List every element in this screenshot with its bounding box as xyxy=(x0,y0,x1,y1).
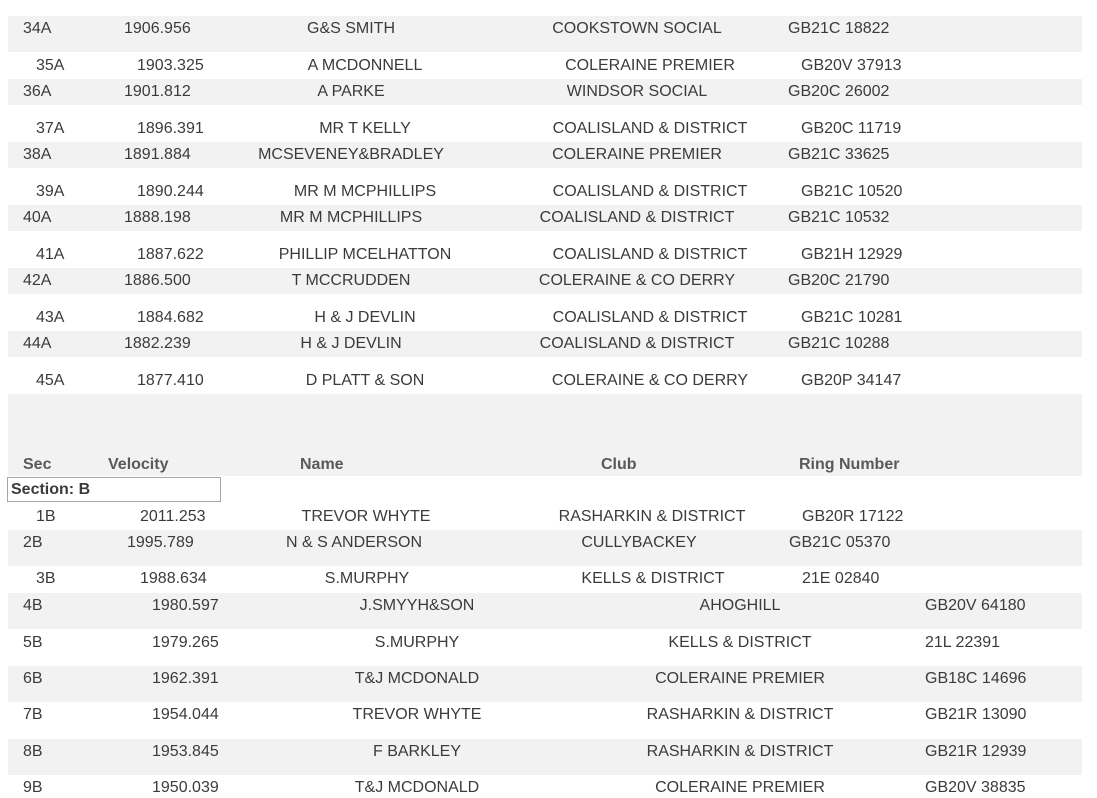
header-club: Club xyxy=(601,456,637,473)
club-cell: COLERAINE PREMIER xyxy=(655,779,825,796)
ring-number-cell: GB20V 38835 xyxy=(925,779,1026,796)
club-cell: COLERAINE & CO DERRY xyxy=(538,272,736,289)
club-cell: COALISLAND & DISTRICT xyxy=(539,335,735,352)
velocity-cell: 1980.597 xyxy=(152,597,219,614)
velocity-cell: 1884.682 xyxy=(137,309,204,326)
velocity-cell: 1886.500 xyxy=(124,272,191,289)
sec-cell: 3B xyxy=(36,570,56,587)
velocity-cell: 1901.812 xyxy=(124,83,191,100)
velocity-cell: 1877.410 xyxy=(137,372,204,389)
sec-cell: 40A xyxy=(23,209,52,226)
ring-number-cell: GB21H 12929 xyxy=(801,246,903,263)
name-cell: T&J MCDONALD xyxy=(354,670,480,687)
club-cell: COALISLAND & DISTRICT xyxy=(552,183,748,200)
ring-number-cell: GB20C 26002 xyxy=(788,83,890,100)
ring-number-cell: GB21R 12939 xyxy=(925,743,1027,760)
ring-number-cell: GB21C 33625 xyxy=(788,146,890,163)
sec-cell: 8B xyxy=(23,743,43,760)
sec-cell: 36A xyxy=(23,83,52,100)
sec-cell: 42A xyxy=(23,272,52,289)
section-label-box xyxy=(7,477,221,502)
ring-number-cell: 21E 02840 xyxy=(802,570,880,587)
club-cell: COALISLAND & DISTRICT xyxy=(552,246,748,263)
sec-cell: 5B xyxy=(23,634,43,651)
sec-cell: 43A xyxy=(36,309,65,326)
club-cell: COLERAINE PREMIER xyxy=(655,670,825,687)
name-cell: A MCDONNELL xyxy=(307,57,423,74)
name-cell: N & S ANDERSON xyxy=(285,534,423,551)
sec-cell: 41A xyxy=(36,246,65,263)
velocity-cell: 1954.044 xyxy=(152,706,219,723)
header-name: Name xyxy=(300,456,344,473)
ring-number-cell: GB20V 37913 xyxy=(801,57,902,74)
velocity-cell: 1890.244 xyxy=(137,183,204,200)
ring-number-cell: GB20V 64180 xyxy=(925,597,1026,614)
velocity-cell: 1979.265 xyxy=(152,634,219,651)
ring-number-cell: GB21C 18822 xyxy=(788,20,890,37)
name-cell: D PLATT & SON xyxy=(305,372,425,389)
name-cell: H & J DEVLIN xyxy=(300,335,402,352)
header-velocity: Velocity xyxy=(108,456,169,473)
velocity-cell: 1888.198 xyxy=(124,209,191,226)
velocity-cell: 1882.239 xyxy=(124,335,191,352)
ring-number-cell: GB20P 34147 xyxy=(801,372,902,389)
sec-cell: 45A xyxy=(36,372,65,389)
velocity-cell: 1903.325 xyxy=(137,57,204,74)
ring-number-cell: GB21C 10288 xyxy=(788,335,890,352)
club-cell: WINDSOR SOCIAL xyxy=(566,83,708,100)
sec-cell: 34A xyxy=(23,20,52,37)
club-cell: COALISLAND & DISTRICT xyxy=(552,120,748,137)
ring-number-cell: GB20R 17122 xyxy=(802,508,904,525)
ring-number-cell: GB21C 10532 xyxy=(788,209,890,226)
club-cell: KELLS & DISTRICT xyxy=(581,570,725,587)
header-sec: Sec xyxy=(23,456,52,473)
club-cell: AHOGHILL xyxy=(699,597,781,614)
velocity-cell: 1891.884 xyxy=(124,146,191,163)
sec-cell: 6B xyxy=(23,670,43,687)
club-cell: COLERAINE & CO DERRY xyxy=(551,372,749,389)
name-cell: J.SMYYH&SON xyxy=(359,597,475,614)
name-cell: TREVOR WHYTE xyxy=(301,508,431,525)
sec-cell: 39A xyxy=(36,183,65,200)
row-band xyxy=(8,394,1082,476)
club-cell: KELLS & DISTRICT xyxy=(668,634,812,651)
name-cell: G&S SMITH xyxy=(306,20,396,37)
sec-cell: 7B xyxy=(23,706,43,723)
name-cell: T MCCRUDDEN xyxy=(291,272,411,289)
sec-cell: 9B xyxy=(23,779,43,796)
sec-cell: 2B xyxy=(23,534,43,551)
ring-number-cell: GB20C 11719 xyxy=(801,120,902,137)
club-cell: COOKSTOWN SOCIAL xyxy=(552,20,722,37)
name-cell: A PARKE xyxy=(317,83,385,100)
sec-cell: 37A xyxy=(36,120,65,137)
club-cell: COALISLAND & DISTRICT xyxy=(552,309,748,326)
velocity-cell: 1995.789 xyxy=(127,534,194,551)
name-cell: S.MURPHY xyxy=(374,634,460,651)
velocity-cell: 2011.253 xyxy=(140,508,206,525)
velocity-cell: 1953.845 xyxy=(152,743,219,760)
ring-number-cell: GB21C 10281 xyxy=(801,309,903,326)
velocity-cell: 1988.634 xyxy=(140,570,207,587)
name-cell: MR M MCPHILLIPS xyxy=(279,209,423,226)
velocity-cell: 1887.622 xyxy=(137,246,204,263)
name-cell: S.MURPHY xyxy=(324,570,410,587)
club-cell: COALISLAND & DISTRICT xyxy=(539,209,735,226)
name-cell: T&J MCDONALD xyxy=(354,779,480,796)
club-cell: RASHARKIN & DISTRICT xyxy=(646,743,834,760)
section-label: Section: B xyxy=(11,481,91,498)
velocity-cell: 1896.391 xyxy=(137,120,204,137)
ring-number-cell: 21L 22391 xyxy=(925,634,1001,651)
ring-number-cell: GB20C 21790 xyxy=(788,272,890,289)
sec-cell: 35A xyxy=(36,57,65,74)
velocity-cell: 1906.956 xyxy=(124,20,191,37)
club-cell: RASHARKIN & DISTRICT xyxy=(646,706,834,723)
sec-cell: 38A xyxy=(23,146,52,163)
name-cell: MCSEVENEY&BRADLEY xyxy=(258,146,444,163)
sec-cell: 4B xyxy=(23,597,43,614)
ring-number-cell: GB21C 10520 xyxy=(801,183,903,200)
name-cell: PHILLIP MCELHATTON xyxy=(278,246,452,263)
ring-number-cell: GB18C 14696 xyxy=(925,670,1027,687)
ring-number-cell: GB21C 05370 xyxy=(789,534,891,551)
club-cell: RASHARKIN & DISTRICT xyxy=(558,508,746,525)
name-cell: MR T KELLY xyxy=(319,120,411,137)
club-cell: CULLYBACKEY xyxy=(581,534,697,551)
name-cell: MR M MCPHILLIPS xyxy=(293,183,437,200)
velocity-cell: 1950.039 xyxy=(152,779,219,796)
sec-cell: 44A xyxy=(23,335,52,352)
header-ring-number: Ring Number xyxy=(799,456,900,473)
velocity-cell: 1962.391 xyxy=(152,670,219,687)
name-cell: F BARKLEY xyxy=(372,743,462,760)
club-cell: COLERAINE PREMIER xyxy=(565,57,735,74)
ring-number-cell: GB21R 13090 xyxy=(925,706,1027,723)
name-cell: TREVOR WHYTE xyxy=(352,706,482,723)
name-cell: H & J DEVLIN xyxy=(314,309,416,326)
club-cell: COLERAINE PREMIER xyxy=(552,146,722,163)
sec-cell: 1B xyxy=(36,508,56,525)
